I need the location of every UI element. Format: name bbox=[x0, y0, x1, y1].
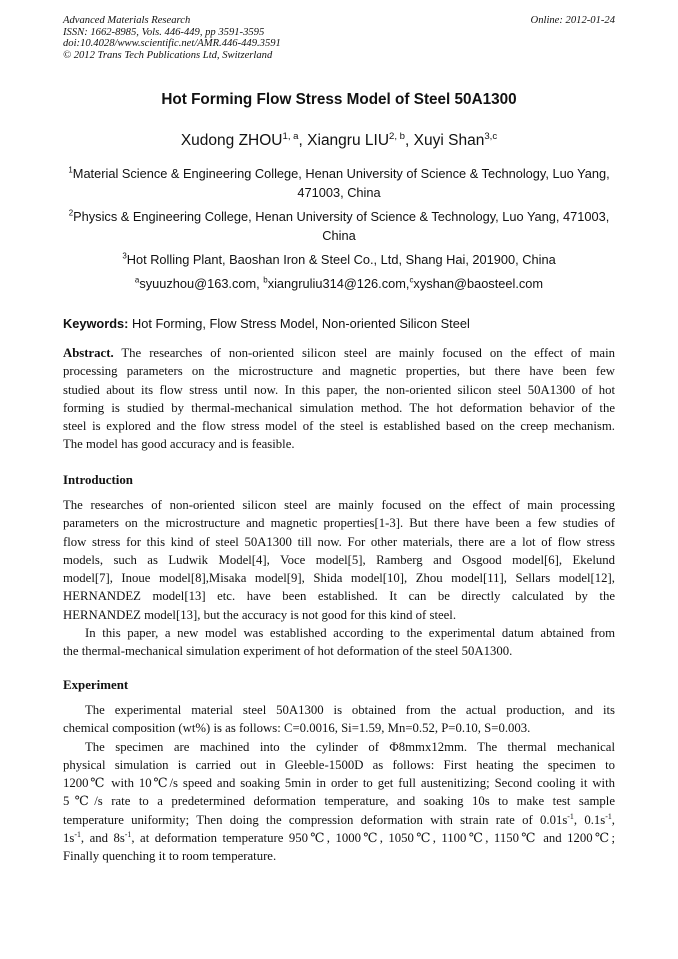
author-emails: $^a$syuuzhou@163.com, $^b$xiangruliu314@126.com,$^c$xyshan@baosteel.com bbox=[134, 275, 544, 291]
journal-doi: doi:10.4028/www.scientific.net/AMR.446-449.3591 bbox=[63, 38, 281, 49]
email-link[interactable]: xyshan@baosteel.com bbox=[413, 276, 544, 291]
author-name: Xiangru LIU bbox=[307, 132, 390, 149]
keywords-label: Keywords: bbox=[63, 316, 129, 331]
email-link[interactable]: syuuzhou@163.com, bbox=[139, 276, 264, 291]
author-affiliation-mark: 1, a bbox=[282, 130, 299, 142]
author-name: Xuyi Shan bbox=[413, 132, 485, 149]
abstract-label: Abstract. bbox=[63, 346, 114, 360]
journal-name: Advanced Materials Research bbox=[63, 15, 191, 26]
online-date: Online: 2012-01-24 bbox=[530, 15, 615, 26]
affiliation-1: $^1$Material Science & Engineering College, Henan University of Science & Technology, Luo Yang, 471003, China bbox=[68, 165, 610, 200]
journal-issn: ISSN: 1662-8985, Vols. 446-449, pp 3591-3595 bbox=[63, 26, 265, 38]
keywords bbox=[63, 316, 470, 331]
experiment-body: The experimental material steel 50A1300 is obtained from the actual production, and its chemical composition (wt%) is as follows: C=0.0016, Si=1.59, Mn=0.52, P=0.10, S=0.003. The specimen are machined into the cylinder of Φ8mmx12mm. The thermal mechanical physical simulation is carried out in Gleeble-1500D as follows: First heating the specimen to 1200℃ with 10℃/s speed and soaking 5min in order to get full austenitizing; Second cooling it with 5℃/s rate to a predetermined deformation temperature, and soaking 10s to make test sample temperature uniformity; Then doing the compression deformation with strain rate of $0.01s^{-1}$, $0.1s^{-1}$, $1s^{-1}$, and $8s^{-1}$, at deformation temperature 950℃, 1000℃, 1050℃, 1100℃, 1150℃ and 1200℃; Finally quenching it to room temperature. bbox=[63, 703, 615, 864]
introduction-body: The researches of non-oriented silicon steel are mainly focused on the effect of main processing parameters on the microstructure and magnetic properties[1-3]. But there have been a few studies of flow stress for this kind of steel 50A1300 till now. For other materials, there are a lot of flow stress models, such as Ludwik Model[4], Voce model[5], Ramberg and Osgood model[6], Ekelund model[7], Inoue model[8],Misaka model[9], Shida model[10], Zhou model[11], Sellars model[12], HERNANDEZ model[13] etc. have been established. It can be directly calculated by the HERNANDEZ model[13], but the accuracy is not good for this kind of steel. In this paper, a new model was established according to the experimental datum abtained from the thermal-mechanical simulation experiment of hot deformation of the steel 50A1300. bbox=[63, 498, 615, 659]
section-heading-introduction: Introduction bbox=[63, 473, 133, 487]
author-affiliation-mark: 2, b bbox=[389, 130, 406, 142]
author-affiliation-mark: 3,c bbox=[484, 130, 498, 142]
journal-copyright: © 2012 Trans Tech Publications Ltd, Switzerland bbox=[63, 49, 273, 61]
paper-title: Hot Forming Flow Stress Model of Steel 50A1300 bbox=[161, 91, 517, 108]
affiliation-3: $^3$Hot Rolling Plant, Baoshan Iron & Steel Co., Ltd, Shang Hai, 201900, China bbox=[122, 251, 556, 267]
affiliation-2: $^2$Physics & Engineering College, Henan University of Science & Technology, Luo Yang, 471003, China bbox=[68, 208, 610, 243]
journal-header bbox=[63, 15, 463, 61]
author-name: Xudong ZHOU bbox=[180, 132, 283, 149]
author-list: Xudong ZHOU$^{1, a}$, Xiangru LIU$^{2, b}$, Xuyi Shan$^{3,c}$ bbox=[180, 130, 498, 149]
section-heading-experiment: Experiment bbox=[63, 678, 129, 692]
abstract: Abstract. The researches of non-oriented silicon steel are mainly focused on the effect of main processing parameters on the microstructure and magnetic properties, but there have been few studied about its flow stress until now. In this paper, the non-oriented silicon steel 50A1300 of hot forming is studied by thermal-mechanical simulation method. The hot deformation behavior of the steel is explored and the flow stress model of the steel is established based on the creep mechanism. The model has good accuracy and is feasible. bbox=[63, 346, 615, 452]
email-link[interactable]: xiangruliu314@126.com, bbox=[267, 276, 410, 291]
keywords-text: Hot Forming, Flow Stress Model, Non-oriented Silicon Steel bbox=[131, 316, 470, 331]
